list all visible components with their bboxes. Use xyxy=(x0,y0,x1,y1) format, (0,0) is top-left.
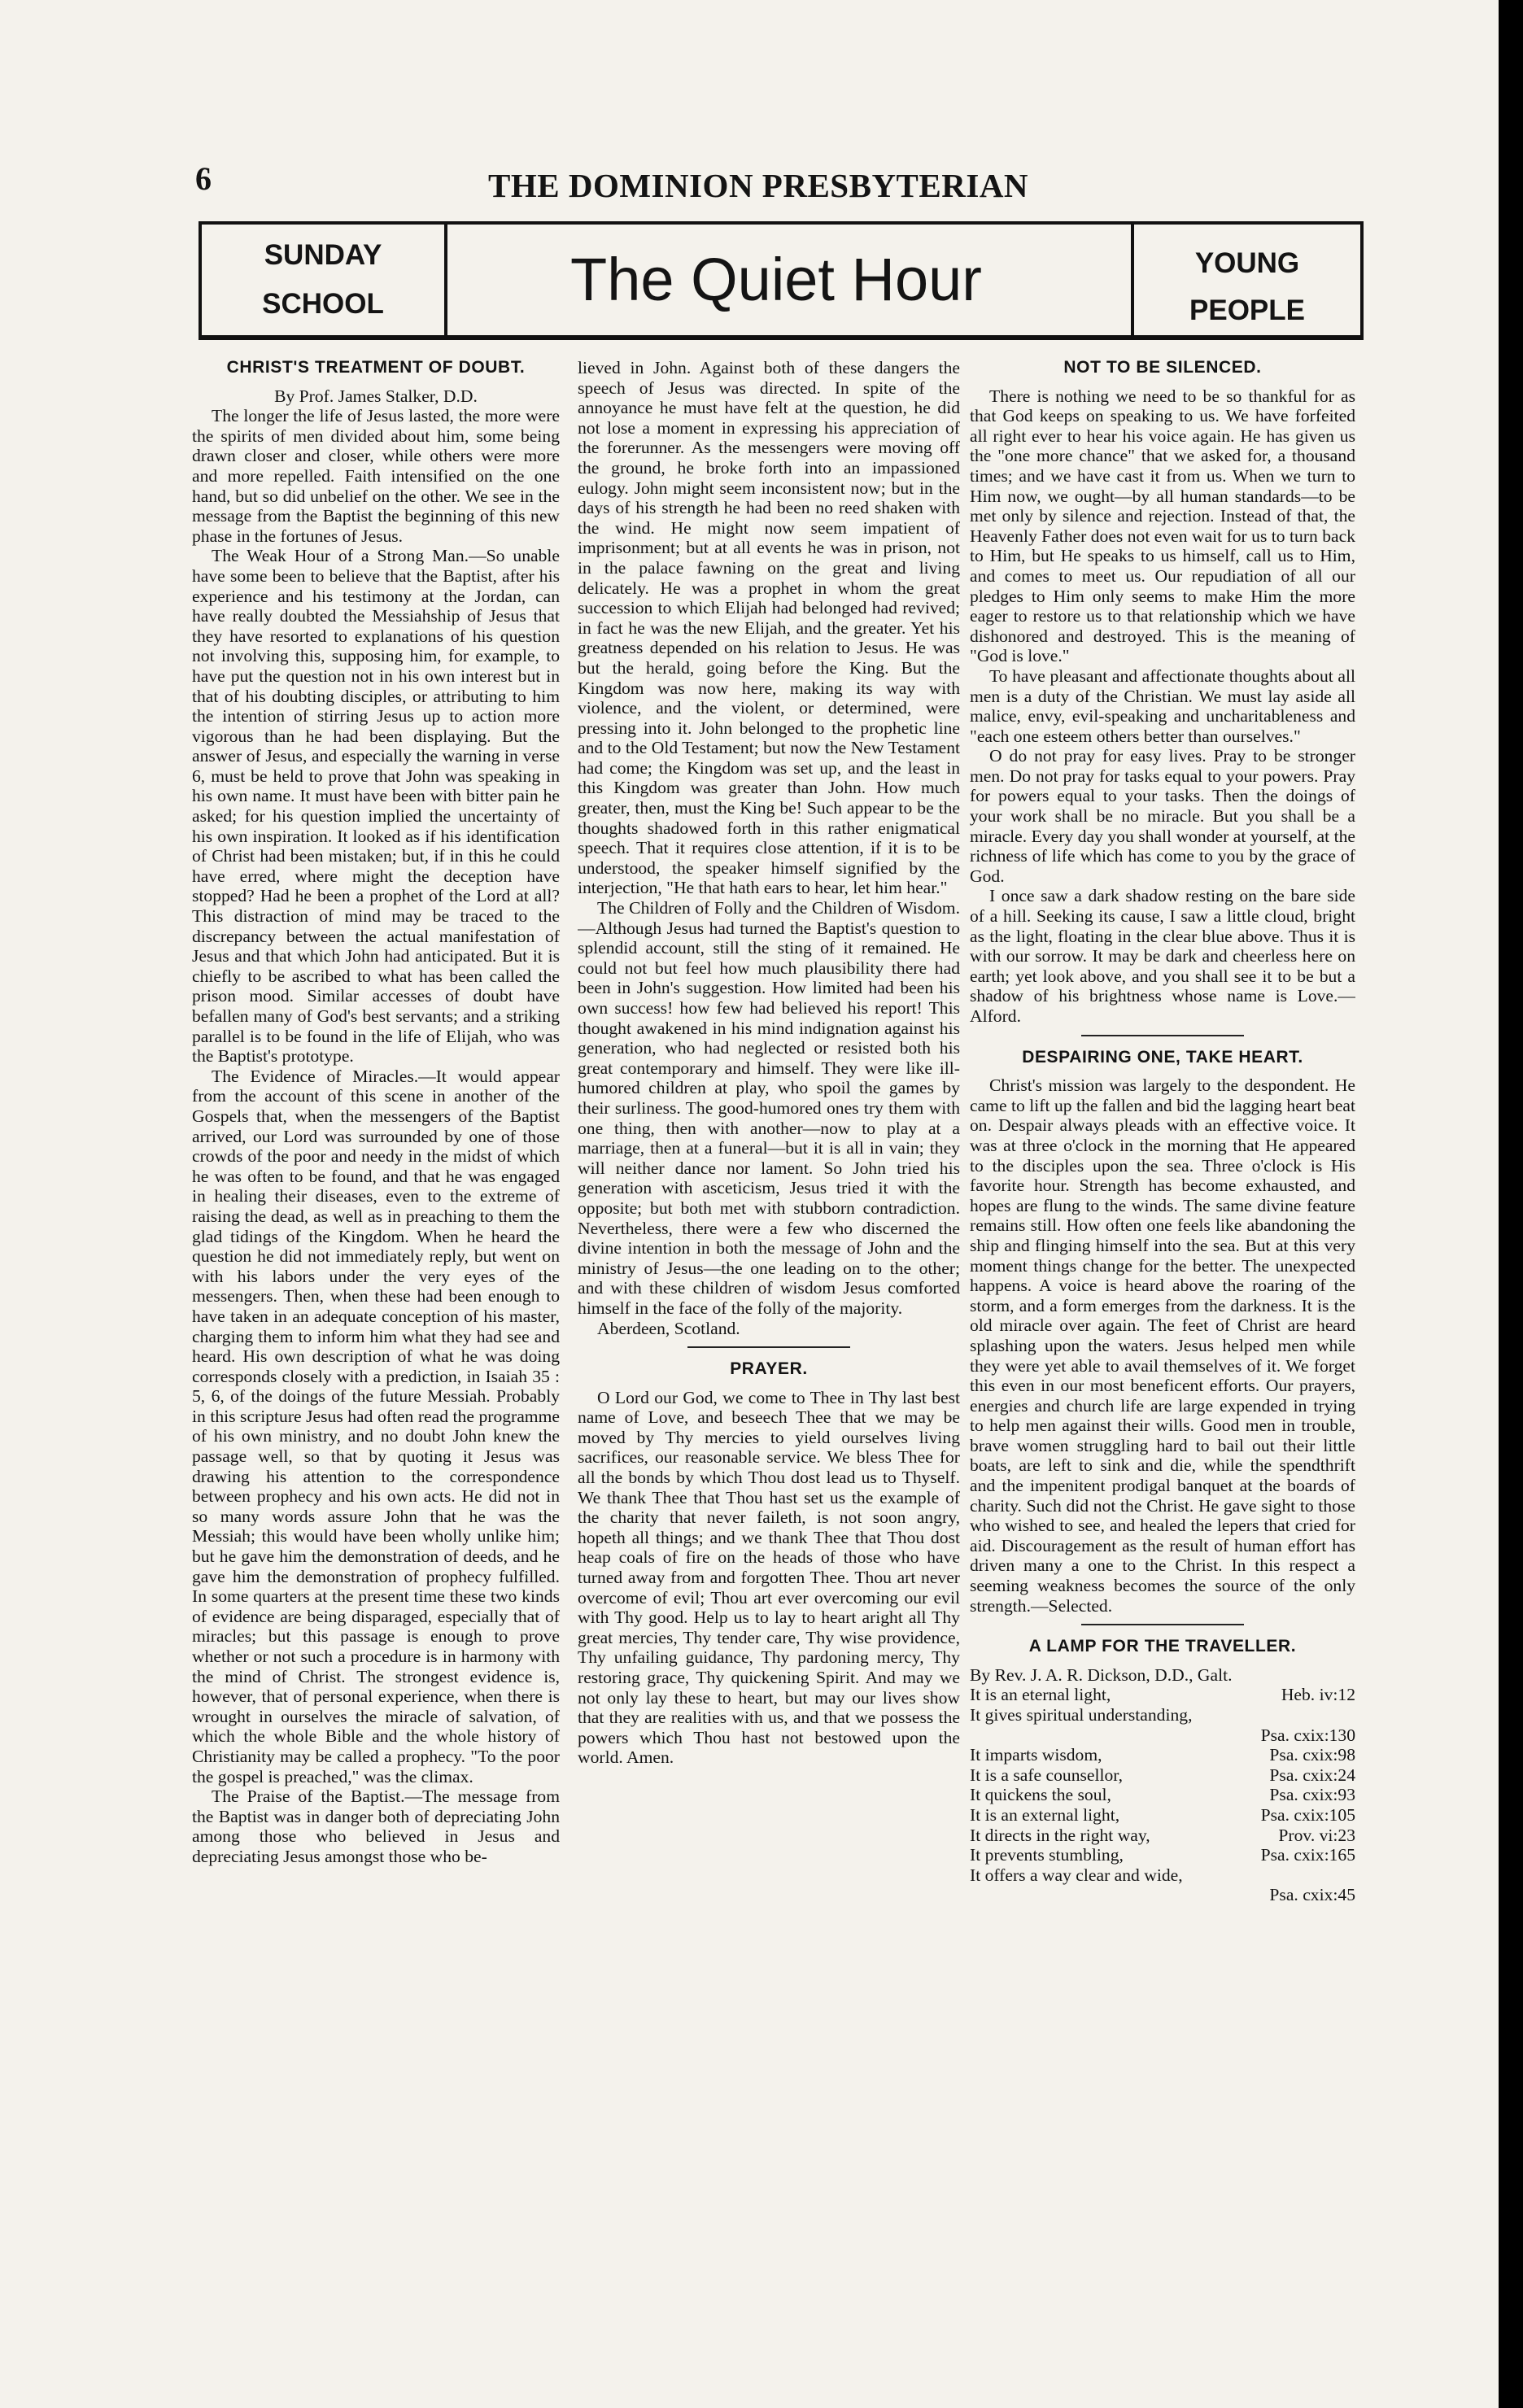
lamp-line-reference: Psa. cxix:105 xyxy=(1260,1804,1355,1825)
masthead-left-box xyxy=(202,225,447,335)
prayer-heading: PRAYER. xyxy=(730,1359,808,1379)
lamp-line xyxy=(970,1805,1355,1826)
publication-title: THE DOMINION PRESBYTERIAN xyxy=(488,167,1029,204)
lamp-line-text: It gives spiritual understanding, xyxy=(970,1705,1193,1725)
lamp-line-reference: Psa. cxix:45 xyxy=(1269,1885,1355,1905)
lamp-line-text: It is a safe counsellor, xyxy=(970,1765,1124,1785)
article-paragraph: The longer the life of Jesus lasted, the more were the spirits of men divided about him, some being drawn closer and closer, while others were more and more repelled. Faith intensified on the one hand, but so did unbelief on the other. We see in the message from the Baptist the beginning of this new phase in the fortunes of Jesus. xyxy=(192,406,560,546)
lamp-line xyxy=(970,1845,1355,1865)
lamp-line-text: It offers a way clear and wide, xyxy=(970,1865,1183,1885)
despairing-heading: DESPAIRING ONE, TAKE HEART. xyxy=(1022,1047,1303,1067)
section-divider xyxy=(687,1346,850,1348)
section-masthead xyxy=(199,221,1364,340)
lamp-line-text: It quickens the soul, xyxy=(970,1785,1111,1805)
column-1 xyxy=(192,358,560,2229)
lamp-line xyxy=(970,1826,1355,1846)
lamp-line-text: It is an external light, xyxy=(970,1804,1120,1825)
lamp-line-reference: Psa. cxix:130 xyxy=(1260,1725,1355,1745)
lamp-line xyxy=(970,1865,1355,1886)
lamp-line-text: It directs in the right way, xyxy=(970,1825,1150,1845)
article-place: Aberdeen, Scotland. xyxy=(597,1318,740,1338)
section-divider xyxy=(1081,1624,1244,1625)
lamp-line-text: It prevents stumbling, xyxy=(970,1845,1124,1865)
masthead-sunday: SUNDAY xyxy=(264,239,382,271)
page-number: 6 xyxy=(195,160,212,197)
lamp-line-text: It imparts wisdom, xyxy=(970,1745,1102,1765)
article-paragraph: The Praise of the Baptist.—The message from the Baptist was in danger both of depreciating John among those who believed in Jesus and depreciating Jesus amongst those who be- xyxy=(192,1786,560,1866)
lamp-line-reference: Psa. cxix:98 xyxy=(1269,1745,1355,1765)
article-paragraph: The Weak Hour of a Strong Man.—So unable have some been to believe that the Baptist, after his experience and his testimony at the Jordan, can have really doubted the Messiahship of Jesus that they have resorted to explanations of his question not involving this, supposing him, for example, to have put the question not in his own interest but in that of his doubting disciples, or attributing to him the intention of stirring Jesus up to action more vigorous than he had been displaying. But the answer of Jesus, and especially the warning in verse 6, must be held to prove that John was speaking in his own name. It must have been with bitter pain he asked; for his question implied the uncertainty of his own inspiration. It looked as if his identification of Christ had been mistaken; but, if in this he could have erred, where might the deception have stopped? Had he been a prophet of the Lord at all?This distraction of mind may be traced to the discrepancy between the actual manifestation of Jesus and that which John had anticipated. But it is chiefly to be ascribed to what has been called the prison mood. Similar accesses of doubt have befallen many of God's best servants; and a striking parallel is to be found in the life of Elijah, who was the Baptist's prototype. xyxy=(192,546,560,1067)
despairing-text: Christ's mission was largely to the despondent. He came to lift up the fallen and bid the lagging heart beat on. Despair always pleads with an effective voice. It was at three o'clock in the morning that He appeared to the disciples upon the sea. Three o'clock is His favorite hour. Strength has become exhausted, and hopes are flung to the winds. The same divine feature remains still. How often one feels like abandoning the ship and flinging himself into the sea. But at this very moment things change for the better. The unexpected happens. A voice is heard above the roaring of the storm, and a form emerges from the darkness. It is the old miracle over again. The feet of Christ are heard splashing upon the waters. Jesus helped men while they were yet able to avail themselves of it. We forget this even in our most beneficent efforts. Our prayers, energies and church life are large expended in trying to help men against their wills. Good men in trouble, brave women struggling hard to bail out their little boats, are left to sink and die, while the spendthrift and the impenitent prodigal banquet at the boards of charity. Such did not the Christ. He gave sight to those who wished to see, and healed the lepers that cried for aid. Discouragement as the result of human effort has driven many a one to the Christ. In this respect a seeming weakness becomes the source of the only strength.—Selected. xyxy=(970,1075,1355,1616)
lamp-line-reference: Prov. vi:23 xyxy=(1278,1825,1355,1845)
article-paragraph-continued: lieved in John. Against both of these dangers the speech of Jesus was directed. In spite of the annoyance he must have felt at the question, he did not lose a moment in expressing his appreciation of the forerunner. As the messengers were moving off the ground, he broke forth into an impassioned eulogy. John might seem inconsistent now; but in the days of his strength he had been no reed shaken with the wind. He might now seem impatient of imprisonment; but at all events he was in prison, not in the palace fawning on the great and living delicately. He was a prophet in whom the great succession to which Elijah had belonged had revived; in fact he was the new Elijah, and the greater. Yet his greatness depended on his relation to Jesus. He was but the herald, going before the King. But the Kingdom was now here, making its way with violence, and the violent, or determined, were pressing into it. John belonged to the prophetic line and to the Old Testament; but now the New Testament had come; the Kingdom was set up, and the least in this Kingdom was greater than John. How much greater, then, must the King be! Such appear to be the thoughts shadowed forth in this rather enigmatical speech. That it requires close attention, if it is to be understood, the speaker himself signified by the interjection, "He that hath ears to hear, let him hear." xyxy=(578,358,960,898)
lamp-line-reference: Psa. cxix:93 xyxy=(1269,1785,1355,1805)
lamp-list xyxy=(970,1685,1355,1905)
masthead-people: PEOPLE xyxy=(1189,294,1305,326)
lamp-line-reference: Heb. iv:12 xyxy=(1281,1685,1355,1705)
scan-edge xyxy=(1499,0,1523,2408)
masthead-title: The Quiet Hour xyxy=(570,246,982,313)
lamp-line xyxy=(970,1765,1355,1786)
lamp-line-text: It is an eternal light, xyxy=(970,1685,1111,1705)
lamp-byline: By Rev. J. A. R. Dickson, D.D., Galt. xyxy=(970,1664,1233,1685)
article-byline: By Prof. James Stalker, D.D. xyxy=(274,386,478,406)
lamp-line-reference: Psa. cxix:165 xyxy=(1260,1845,1355,1865)
silenced-paragraph: I once saw a dark shadow resting on the bare side of a hill. Seeking its cause, I saw a little cloud, bright as the light, floating in the clear blue above. Thus it is with our sorrow. It may be dark and cheerless here on earth; yet look above, and you shall see it to be but a shadow of his brightness whose name is Love.—Alford. xyxy=(970,886,1355,1026)
lamp-line xyxy=(970,1885,1355,1905)
silenced-heading: NOT TO BE SILENCED. xyxy=(1063,358,1262,377)
prayer-text: O Lord our God, we come to Thee in Thy last best name of Love, and beseech Thee that we may be moved by Thy mercies to yield ourselves living sacrifices, our reasonable service. We bless Thee for all the bonds by which Thou dost lead us to Thyself. We thank Thee that Thou hast set us the example of the charity that never faileth, is not soon angry, hopeth all things; and we thank Thee that Thou dost heap coals of fire on the heads of those who have turned away from and forgotten Thee. Thou art never overcome of evil; Thou art ever overcoming our evil with Thy good. Help us to lay to heart aright all Thy great mercies, Thy tender care, Thy wise providence, Thy unfailing guidance, Thy pardoning mercy, Thy restoring grace, Thy quickening Spirit. And may we not only lay these to heart, but may our lives show that they are realities with us, and that we possess the powers which Thou hast not bestowed upon the world. Amen. xyxy=(578,1387,960,1768)
lamp-line xyxy=(970,1725,1355,1746)
lamp-line xyxy=(970,1745,1355,1765)
masthead-school: SCHOOL xyxy=(262,288,384,320)
masthead-young: YOUNG xyxy=(1194,247,1300,279)
article-heading-doubt: CHRIST'S TREATMENT OF DOUBT. xyxy=(226,358,526,377)
article-paragraph: The Children of Folly and the Children of Wisdom.—Although Jesus had turned the Baptist's question to splendid account, still the sting of it remained. He could not but feel how much plausibility there had been in John's suggestion. How limited had been his own success! how few had believed his report! This thought awakened in his mind indignation against his generation, who had neglected or resisted both his great contemporary and himself. They were like ill-humored children at play, who spoil the games by their surliness. The good-humored ones try them with one thing, then with another—now to play at a marriage, then at a funeral—but it is all in vain; they will neither dance nor lament. So John tried his generation with asceticism, Jesus tried it with the opposite; but both met with stubborn contradiction. Nevertheless, there were a few who discerned the divine intention in both the message of John and the ministry of Jesus—the one leading on to the other; and with these children of wisdom Jesus comforted himself in the face of the folly of the majority. xyxy=(578,898,960,1318)
section-divider xyxy=(1081,1035,1244,1036)
lamp-line xyxy=(970,1685,1355,1705)
column-3 xyxy=(970,358,1355,2229)
lamp-heading: A LAMP FOR THE TRAVELLER. xyxy=(1028,1637,1297,1656)
silenced-paragraph: There is nothing we need to be so thankful for as that God keeps on speaking to us. We have forfeited all right ever to hear his voice again. He has given us the "one more chance" that we asked for, a thousand times; and we have cast it from us. When we turn to Him now, we ought—by all human standards—to be met only by silence and rejection. Instead of that, the Heavenly Father does not even wait for us to turn back to Him, but He speaks to us himself, call us to Him, and comes to meet us. Our repudiation of all our pledges to Him only seems to make Him the more eager to restore us to that relationship which we have dishonored and destroyed. This is the meaning of "God is love." xyxy=(970,386,1355,666)
silenced-paragraph: O do not pray for easy lives. Pray to be stronger men. Do not pray for tasks equal to your powers. Pray for powers equal to your tasks. Then the doings of your work shall be no miracle. But you shall be a miracle. Every day you shall wonder at yourself, at the richness of life which has come to you by the grace of God. xyxy=(970,746,1355,886)
lamp-line xyxy=(970,1705,1355,1725)
lamp-line xyxy=(970,1785,1355,1805)
lamp-line-reference: Psa. cxix:24 xyxy=(1269,1765,1355,1785)
masthead-right-box xyxy=(1131,225,1360,335)
article-paragraph: The Evidence of Miracles.—It would appear from the account of this scene in another of the Gospels that, when the messengers of the Baptist arrived, our Lord was surrounded by one of those crowds of the poor and needy in the midst of which he was often to be found, and that he was engaged in healing their diseases, even to the extreme of raising the dead, as well as in preaching to them the glad tidings of the Kingdom. When he heard the question he did not immediately reply, but went on with his labors under the very eyes of the messengers. Then, when these had been enough to have taken in an adequate conception of his master, charging them to inform him what they had see and heard. His own description of what he was doing corresponds closely with a prediction, in Isaiah 35 : 5, 6, of the doings of the future Messiah. Probably in this scripture Jesus had often read the programme of his own ministry, and no doubt John knew the passage well, so that by quoting it Jesus was drawing his attention to the correspondence between prophecy and his own acts. He did not in so many words assure John that he was the Messiah; this would have been wholly unlike him; but he gave him the demonstration of deeds, and he gave him the demonstration of prophecy fulfilled. In some quarters at the present time these two kinds of evidence are being disparaged, especially that of miracles; but this passage is enough to prove whether or not such a procedure is in harmony with the mind of Christ. The strongest evidence is, however, that of personal experience, when there is wrought in ourselves the miracle of salvation, of which the whole Bible and the whole history of Christianity may be called a prophecy. "To the poor the gospel is preached," was the climax. xyxy=(192,1066,560,1786)
column-2 xyxy=(578,358,960,2229)
silenced-paragraph: To have pleasant and affectionate thoughts about all men is a duty of the Christian. We must lay aside all malice, envy, evil-speaking and uncharitableness and "each one esteem others better than ourselves." xyxy=(970,665,1355,746)
